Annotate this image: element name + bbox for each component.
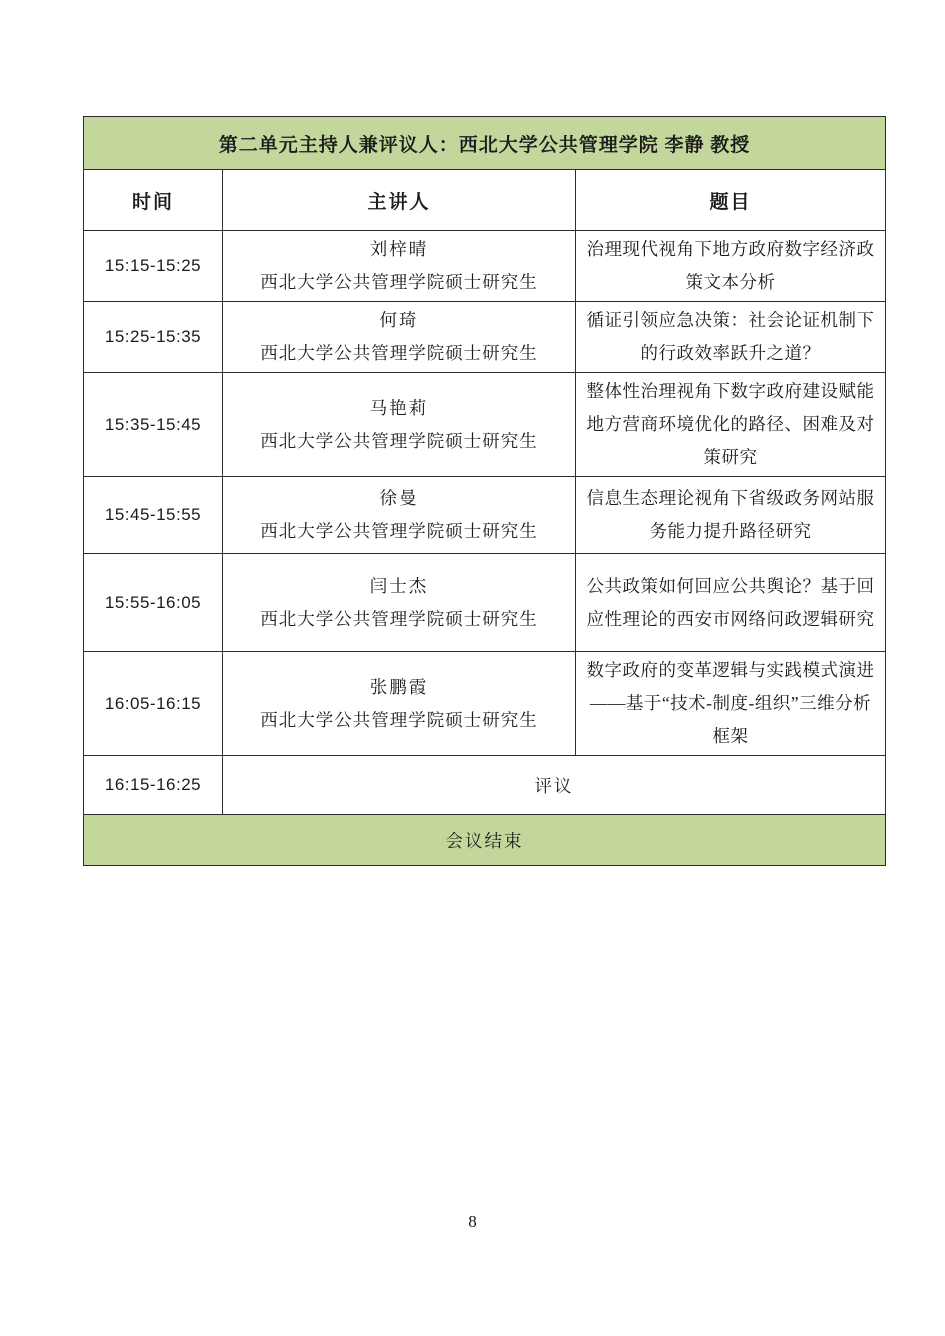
column-header-title: 题目: [576, 170, 886, 231]
speaker-cell: [223, 302, 576, 373]
time-cell: 15:25-15:35: [84, 302, 223, 373]
session-header-row: [84, 117, 886, 170]
speaker-name: 张鹏霞: [369, 676, 429, 697]
speaker-name: 徐曼: [379, 488, 419, 508]
time-cell: 15:45-15:55: [84, 477, 223, 554]
title-cell: 公共政策如何回应公共舆论？基于回应性理论的西安市网络问政逻辑研究: [576, 554, 886, 652]
table-row: [84, 477, 886, 554]
table-row: [84, 231, 886, 302]
session-header-title: 第二单元主持人兼评议人：西北大学公共管理学院 李静 教授: [84, 117, 886, 170]
speaker-name: 刘梓晴: [369, 239, 429, 259]
speaker-affiliation: 西北大学公共管理学院硕士研究生: [260, 709, 538, 730]
column-header-speaker: 主讲人: [223, 170, 576, 231]
speaker-affiliation: 西北大学公共管理学院硕士研究生: [260, 521, 538, 541]
speaker-affiliation: 西北大学公共管理学院硕士研究生: [260, 343, 538, 363]
meeting-end-row: [84, 815, 886, 866]
speaker-name: 马艳莉: [369, 397, 429, 418]
speaker-cell: [223, 373, 576, 477]
speaker-cell: [223, 554, 576, 652]
time-cell: 15:15-15:25: [84, 231, 223, 302]
time-cell: 16:05-16:15: [84, 652, 223, 756]
review-row: [84, 756, 886, 815]
speaker-name: 何琦: [379, 310, 419, 330]
speaker-cell: [223, 231, 576, 302]
table-row: [84, 554, 886, 652]
speaker-name: 闫士杰: [369, 575, 429, 596]
time-cell: 16:15-16:25: [84, 756, 223, 815]
table-row: [84, 302, 886, 373]
table-row: [84, 373, 886, 477]
speaker-cell: [223, 477, 576, 554]
column-header-time: 时间: [84, 170, 223, 231]
title-cell: 整体性治理视角下数字政府建设赋能地方营商环境优化的路径、困难及对策研究: [576, 373, 886, 477]
session-schedule-table: [83, 116, 886, 866]
table-row: [84, 652, 886, 756]
time-cell: 15:35-15:45: [84, 373, 223, 477]
speaker-cell: [223, 652, 576, 756]
page-number: 8: [468, 1212, 477, 1231]
time-cell: 15:55-16:05: [84, 554, 223, 652]
title-cell: 循证引领应急决策：社会论证机制下的行政效率跃升之道？: [576, 302, 886, 373]
review-cell: 评议: [223, 756, 886, 815]
meeting-end-label: 会议结束: [84, 815, 886, 866]
speaker-affiliation: 西北大学公共管理学院硕士研究生: [260, 430, 538, 451]
speaker-affiliation: 西北大学公共管理学院硕士研究生: [260, 608, 538, 629]
column-header-row: [84, 170, 886, 231]
speaker-affiliation: 西北大学公共管理学院硕士研究生: [260, 272, 538, 292]
title-cell: 治理现代视角下地方政府数字经济政策文本分析: [576, 231, 886, 302]
title-cell: 数字政府的变革逻辑与实践模式演进——基于“技术-制度-组织”三维分析框架: [576, 652, 886, 756]
title-cell: 信息生态理论视角下省级政务网站服务能力提升路径研究: [576, 477, 886, 554]
